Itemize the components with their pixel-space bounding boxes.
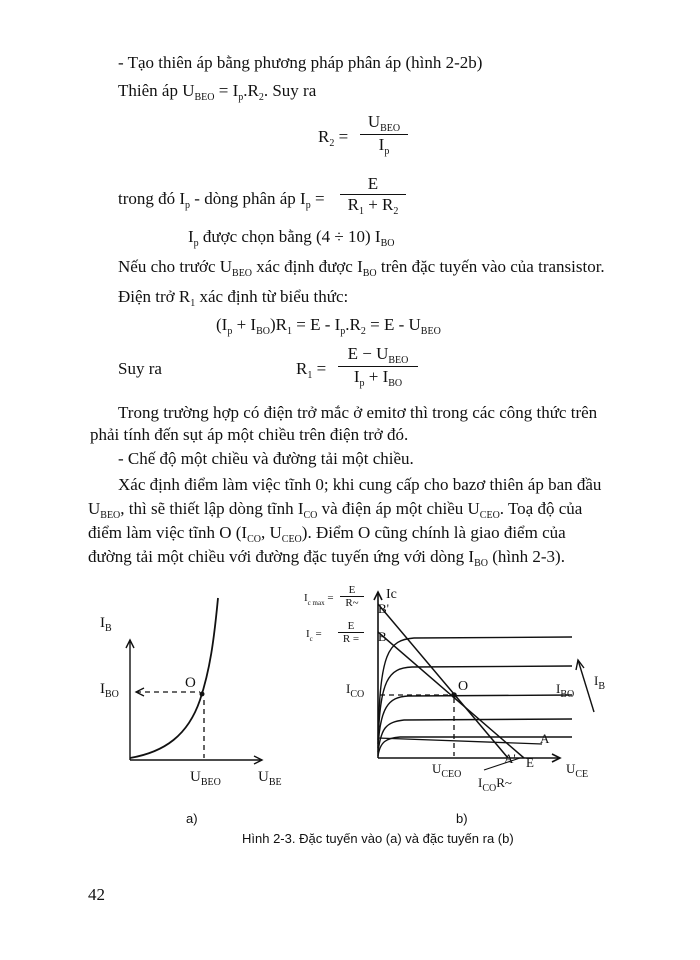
text-line: đường tải một chiều với đường đặc tuyến ứng với dòng $I_{BO}$ (hình 2-3).: [88, 547, 565, 569]
point-a-label: A: [540, 731, 550, 746]
text-line: $U_{BEO}$, thì sẽ thiết lập dòng tĩnh $I_{CO}$ và điện áp một chiều $U_{CEO}$. Toạ độ của: [88, 499, 583, 521]
text-line: Trong trường hợp có điện trở mắc ở emitơ thì trong các công thức trên: [118, 403, 598, 422]
figure-a-caption-label: a): [186, 811, 198, 826]
figure-caption: Hình 2-3. Đặc tuyến vào (a) và đặc tuyến ra (b): [242, 831, 514, 846]
text-line: Nếu cho trước $U_{BEO}$ xác định được $I_{BO}$ trên đặc tuyến vào của transistor.: [118, 257, 605, 279]
b-prime-label: B': [378, 601, 390, 616]
formula-r2-lhs: $R_2$ =: [318, 127, 349, 149]
formula-r1-lhs: $R_1$ =: [296, 359, 327, 381]
text-line: Thiên áp $U_{BEO} = I_p.R_2$. Suy ra: [118, 81, 317, 103]
ac-load-line: [378, 604, 508, 758]
text-line: điểm làm việc tĩnh O ($I_{CO}$, $U_{CEO}$). Điểm O cũng chính là giao điểm của: [88, 523, 566, 545]
ib-direction-arrow: [578, 660, 594, 712]
ic-label: $I_c$ =: [306, 628, 322, 643]
uce-label: $U_{CE}$: [566, 761, 589, 780]
figure-a-ubeo-label: $U_{BEO}$: [190, 769, 221, 788]
figure-b-y-label: Ic: [386, 587, 397, 602]
figure-b-caption-label: b): [456, 811, 468, 826]
ico-label: $I_{CO}$: [346, 681, 365, 700]
text-line: - Chế độ một chiều và đường tải một chiều.: [118, 449, 414, 468]
figure-a-y-label: $I_B$: [100, 615, 112, 634]
point-a-prime-label: A': [504, 751, 516, 766]
ibo-curve-label: $I_{BO}$: [556, 681, 575, 700]
ic-fraction: $\frac{E}{R =}$: [338, 620, 364, 645]
icmax-fraction: $\frac{E}{R\sim}$: [340, 584, 364, 609]
page-number: 42: [88, 885, 105, 904]
text-line: $(I_p + I_{BO})R_1 = E - I_p.R_2 = E - U_{BEO}$: [216, 315, 441, 337]
text-line: Suy ra: [118, 359, 162, 378]
a-line: [378, 738, 542, 744]
text-line: phải tính đến sụt áp một chiều trên điện trở đó.: [90, 425, 409, 444]
uceo-label: $U_{CEO}$: [432, 761, 462, 780]
figure-a-ibo-label: $I_{BO}$: [100, 681, 119, 700]
figure-b-point-o: O: [458, 679, 469, 694]
formula-r1-fraction: $E - U_{BEO}$ $I_p + I_{BO}$: [338, 344, 418, 389]
ico-r-label: $I_{CO}R\sim$: [478, 775, 512, 794]
point-e-label: E: [526, 755, 534, 770]
formula-ip-fraction: $\frac{E}{R_1 + R_2}$: [340, 174, 406, 217]
text-line: Điện trở $R_1$ xác định từ biểu thức:: [118, 287, 349, 309]
operating-point-o-b: [451, 692, 457, 698]
figure-a-point-o: O: [185, 675, 196, 691]
text-line: Xác định điểm làm việc tĩnh 0; khi cung cấp cho bazơ thiên áp ban đầu: [118, 475, 602, 494]
figure-a-x-label: $U_{BE}$: [258, 769, 282, 788]
icmax-label: $I_{c max}$ =: [304, 592, 334, 607]
b-label: B: [378, 629, 387, 644]
formula-r2-fraction: $U_{BEO}$ $I_p$: [360, 112, 408, 157]
text-line: - Tạo thiên áp bằng phương pháp phân áp (hình 2-2b): [118, 53, 483, 72]
text-line: trong đó $I_p$ - dòng phân áp $I_p$ =: [118, 189, 325, 211]
text-line: $I_p$ được chọn bằng (4 ÷ 10) $I_{BO}$: [188, 227, 395, 249]
ib-arrow-label: $I_B$: [594, 673, 606, 692]
